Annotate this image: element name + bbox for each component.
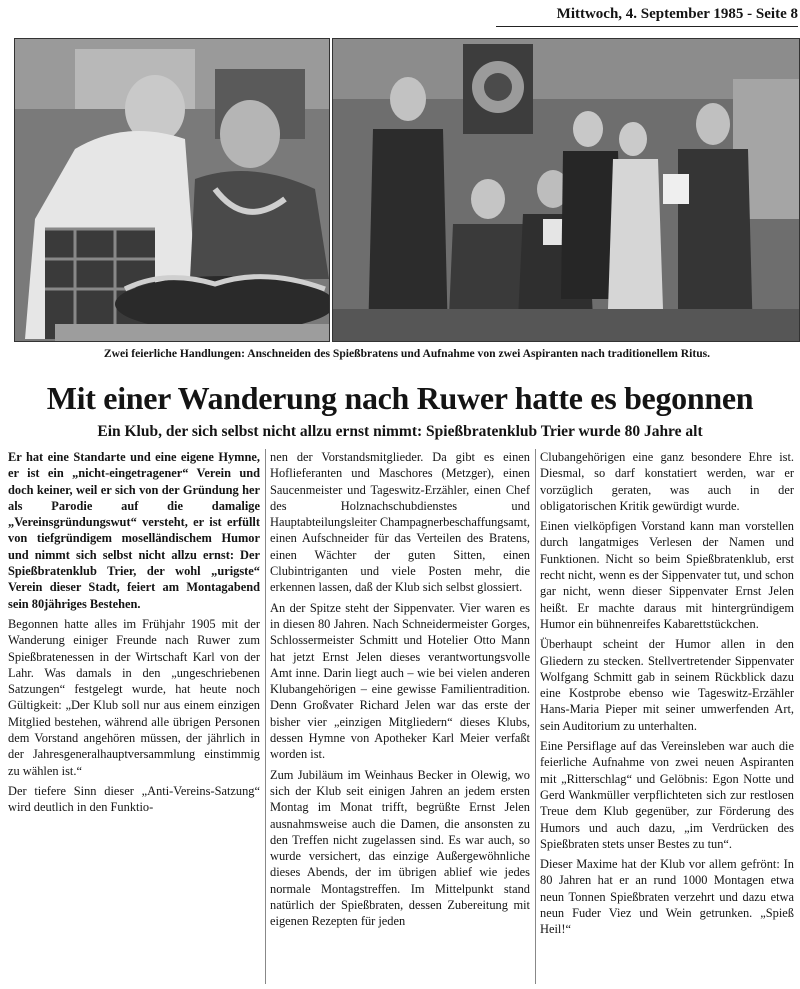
column-rule — [535, 449, 536, 984]
photo-carving-roast-image — [15, 39, 329, 341]
article-paragraph: An der Spitze steht der Sippenvater. Vier waren es in diesen 80 Jahren. Nach Schneidermeister Gorges, Schlossermeister Schmitt und Hotelier Otto Mann hat jetzt Ernst Jelen dieses verantwortungsvolle Amt inne. Darin liegt auch – wie bei vielen anderen Klubangehörigen – eine gewisse Familientradition. Denn Großvater Richard Jelen war das erste der bisher vier „einzigen Mitgliedern“ dieses Klubs, dessen Hymne von Apotheker Karl Meier verfaßt worden ist. — [270, 600, 530, 762]
headline: Mit einer Wanderung nach Ruwer hatte es begonnen — [46, 380, 754, 416]
article-column-3 — [540, 449, 794, 942]
article-column-1 — [8, 449, 260, 820]
article-column-2 — [270, 449, 530, 934]
article-paragraph: Eine Persiflage auf das Vereinsleben war auch die feierliche Aufnahme von zwei neuen Aspiranten mit „Ritterschlag“ und Gelöbnis: Egon Notte und Gerd Wankmüller verpflichteten sich zur restlosen Treue dem Klub gegenüber, zur Förderung des Humors und auch dazu, „im Verdrücken des Spießbraten stets unser Bestes zu tun“. — [540, 739, 794, 851]
article-paragraph: Clubangehörigen eine ganz besondere Ehre ist. Diesmal, so darf konstatiert werden, war er vorzüglich geraten, was auch in der obligatorischen Kritik gewürdigt wurde. — [540, 450, 794, 513]
photo-caption: Zwei feierliche Handlungen: Anschneiden des Spießbratens und Aufnahme von zwei Aspiranten nach traditionellem Ritus. — [103, 347, 711, 360]
article-paragraph: Zum Jubiläum im Weinhaus Becker in Olewig, wo sich der Klub seit einigen Jahren an jedem ersten Montag im Monat trifft, begrüßte Ernst Jelen ausnahmsweise auch die Damen, die ansonsten zu den Treffen nicht zugelassen sind. Es war auch, so wurde versichert, das einzige Außergewöhnliche dieses Abends, der im übrigen ablief wie jedes normale Montagstreffen. Im Mittelpunkt stand natürlich der Spießbraten, dessen Zubereitung mit eigenen Rezepten für jeden — [270, 767, 530, 929]
photo-admission-ceremony-image — [333, 39, 799, 341]
subheadline: Ein Klub, der sich selbst nicht allzu ernst nimmt: Spießbratenklub Trier wurde 80 Jahre alt — [97, 423, 703, 440]
dateline: Mittwoch, 4. September 1985 - Seite 8 — [496, 4, 798, 27]
article-paragraph: nen der Vorstandsmitglieder. Da gibt es einen Hoflieferanten und Maschores (Metzger), einen Saucenmeister und Tageswitz-Erzähler, einen Chef des Holznachschubdienstes und Hauptabteilungsleiter Champagnerbeschaffungsamt, einen Aufschneider für das Verteilen des Bratens, einen Wächter der guten Sitten, einen Clubintriganten und viele Posten mehr, die erkennen lassen, daß der Klub sich selbst glossiert. — [270, 450, 530, 595]
article-paragraph: Einen vielköpfigen Vorstand kann man vorstellen durch langatmiges Verlesen der Namen und Funktionen. Nicht so beim Spießbratenklub, erst recht nicht, wenn es der Sippenvater tut, und schon gar nicht, wenn dieser Sippenvater Ernst Jelen heißt. Er machte daraus mit hintergründigem Humor ein bühnenreifes Kabarettstückchen. — [540, 519, 794, 631]
article-paragraph: Dieser Maxime hat der Klub vor allem gefrönt: In 80 Jahren hat er an rund 1000 Montagen etwa neun Tonnen Spießbraten verzehrt und dazu etwa neun Fuder Viez und Wein getrunken. „Spieß Heil!“ — [540, 857, 794, 937]
article-lead-paragraph: Er hat eine Standarte und eine eigene Hymne, er ist ein „nicht-eingetragener“ Verein und doch keiner, weil er sich von der Gründung her als Parodie auf die damalige „Vereinsgründungswut“ versteht, er ist erfüllt von tiefgründigem moselländischem Humor und nimmt sich selbst nicht allzu ernst: Der Spießbratenklub Trier, der wohl „urigste“ Verein dieser Stadt, feiert am Montagabend sein 80jähriges Bestehen. — [8, 450, 260, 611]
photo-admission-ceremony — [332, 38, 800, 342]
column-rule — [265, 449, 266, 984]
photo-carving-roast — [14, 38, 330, 342]
article-paragraph: Überhaupt scheint der Humor allen in den Gliedern zu stecken. Stellvertretender Sippenvater Wolfgang Schmitt gab in seinem Rückblick dazu eine Kostprobe ebenso wie Tageswitz-Erzähler Hans-Maria Pieper mit seiner umwerfenden Art, sein Auditorium zu unterhalten. — [540, 637, 794, 733]
article-paragraph: Begonnen hatte alles im Frühjahr 1905 mit der Wanderung einiger Freunde nach Ruwer zum Spießbratenessen in der Wirtschaft Karl von der Lahr. Was damals in den „ungeschriebenen Satzungen“ festgelegt wurde, hat heute noch Gültigkeit: „Der Klub soll nur aus einem einzigen Mitglied bestehen, während alle übrigen Personen dem Vorstand angehören müssen, der jährlich in der Jahresgeneralhauptversammlung einstimmig zu wählen ist.“ — [8, 616, 260, 778]
article-paragraph: Der tiefere Sinn dieser „Anti-Vereins-Satzung“ wird deutlich in den Funktio- — [8, 783, 260, 815]
